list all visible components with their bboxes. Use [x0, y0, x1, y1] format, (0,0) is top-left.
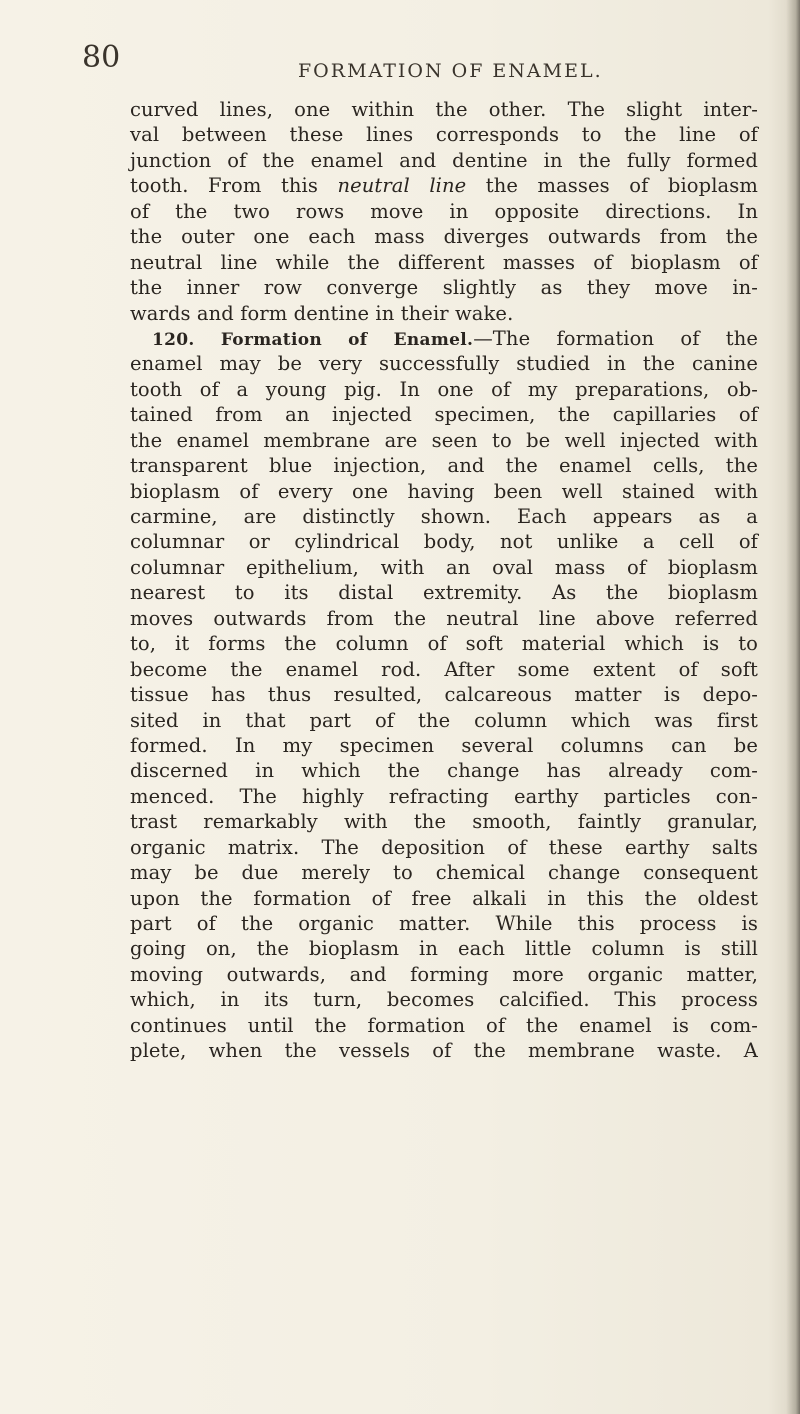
text-line: carmine, are distinctly shown. Each appears as a [130, 505, 758, 528]
section-number: 120. [152, 329, 195, 350]
text-line: continues until the formation of the enamel is com- [130, 1013, 758, 1037]
text-line: of the two rows move in opposite directions. In [130, 199, 758, 223]
text-line: menced. The highly refracting earthy particles con- [130, 784, 758, 808]
text-line: sited in that part of the column which was first [130, 708, 758, 732]
text-line: plete, when the vessels of the membrane waste. A [130, 1039, 758, 1063]
text-line: moves outwards from the neutral line above referred [130, 606, 758, 630]
running-head: FORMATION OF ENAMEL. [298, 60, 603, 82]
text-line: become the enamel rod. After some extent of soft [130, 657, 758, 681]
text-line [130, 173, 758, 198]
body-text [130, 97, 758, 1064]
text-line: the outer one each mass diverges outwards from the [130, 225, 758, 249]
text-line: junction of the enamel and dentine in the fully formed [130, 148, 758, 172]
text-line: the enamel membrane are seen to be well injected with [130, 428, 758, 452]
text-line: discerned in which the change has already com- [130, 759, 758, 783]
text-line: organic matrix. The deposition of these earthy salts [130, 835, 758, 859]
section-heading-line [130, 326, 758, 351]
text-line: nearest to its distal extremity. As the bioplasm [130, 581, 758, 605]
section-heading: Formation of Enamel. [220, 329, 474, 350]
text-line: neutral line while the different masses of bioplasm of [130, 250, 758, 274]
text-line: tooth of a young pig. In one of my preparations, ob- [130, 377, 758, 401]
text-line: columnar or cylindrical body, not unlike a cell of [130, 530, 758, 554]
text-line: formed. In my specimen several columns can be [130, 733, 758, 757]
page-number: 80 [82, 40, 121, 75]
text-line: enamel may be very successfully studied in the canine [130, 352, 758, 376]
text-line: may be due merely to chemical change consequent [130, 861, 758, 885]
text-line: curved lines, one within the other. The slight inter- [130, 98, 758, 121]
text-line: the inner row converge slightly as they move in- [130, 276, 758, 300]
text-line: val between these lines corresponds to the line of [130, 123, 758, 147]
text-line: tissue has thus resulted, calcareous matter is depo- [130, 683, 758, 707]
italic-term-neutral-line: neutral line [337, 174, 467, 198]
text-line: to, it forms the column of soft material which is to [130, 632, 758, 656]
text-line: tained from an injected specimen, the capillaries of [130, 403, 758, 427]
text-line: part of the organic matter. While this process is [130, 912, 758, 935]
text-line: bioplasm of every one having been well stained with [130, 479, 758, 503]
text-run: the masses of bioplasm [466, 174, 758, 198]
text-run: —The formation of the [473, 326, 758, 350]
text-line: moving outwards, and forming more organic matter, [130, 962, 758, 986]
text-run: tooth. From this [130, 174, 338, 198]
page-edge-shadow [786, 0, 800, 1414]
text-line: wards and form dentine in their wake. [130, 301, 514, 325]
text-line: transparent blue injection, and the enamel cells, the [130, 454, 758, 478]
text-line: going on, the bioplasm in each little column is still [130, 937, 758, 961]
text-line: which, in its turn, becomes calcified. This process [130, 988, 758, 1012]
text-line: trast remarkably with the smooth, faintly granular, [130, 810, 758, 834]
text-line: columnar epithelium, with an oval mass of bioplasm [130, 555, 758, 579]
text-line: upon the formation of free alkali in this the oldest [130, 886, 758, 910]
